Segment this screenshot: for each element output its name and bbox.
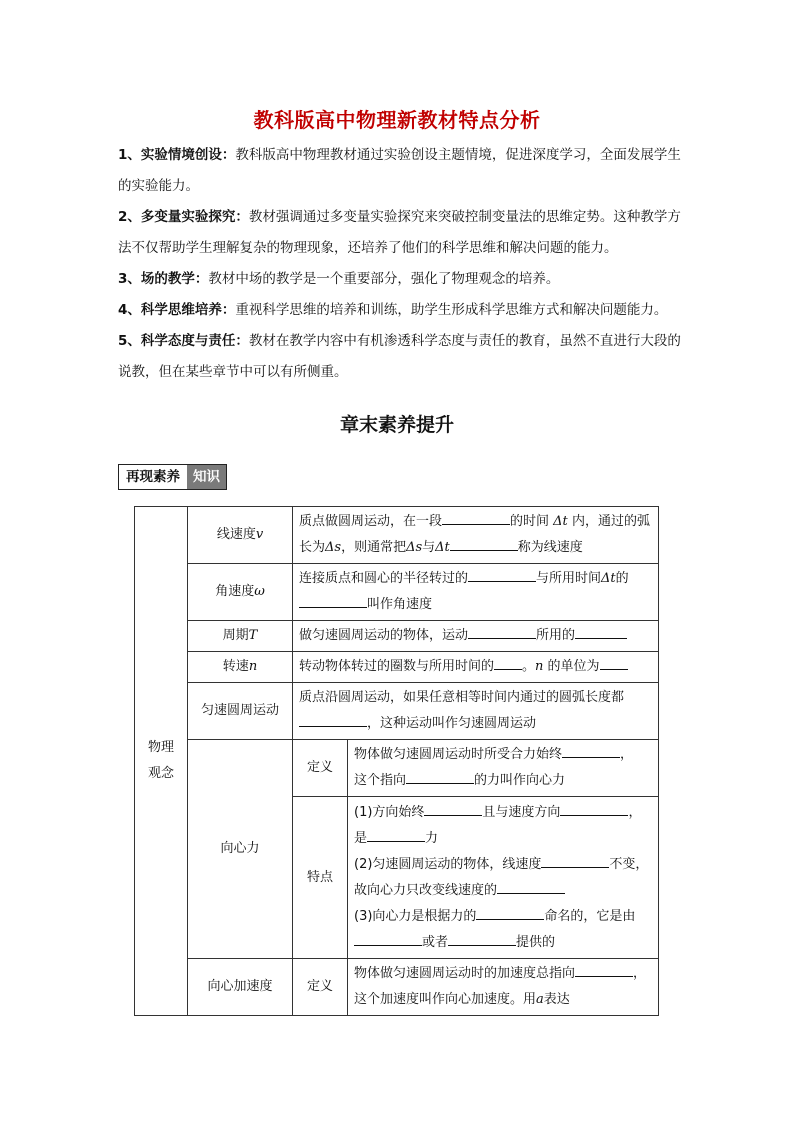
concept-symbol: T bbox=[248, 628, 258, 643]
concept-name: 周期 bbox=[222, 628, 249, 643]
content-text: 或者 bbox=[422, 934, 449, 950]
content-text: 的单位为 bbox=[547, 659, 600, 674]
intro-list bbox=[118, 140, 684, 388]
blank-field[interactable] bbox=[299, 712, 367, 727]
content-text: 不变， bbox=[609, 856, 649, 872]
intro-label: 3、场的教学： bbox=[118, 271, 209, 287]
blank-field[interactable] bbox=[450, 536, 518, 551]
table-row bbox=[135, 683, 659, 740]
concept-cell bbox=[188, 621, 293, 652]
content-text: 命名的，它是由 bbox=[544, 908, 636, 924]
content-text: ， bbox=[620, 747, 634, 762]
blank-field[interactable] bbox=[468, 567, 536, 582]
blank-field[interactable] bbox=[494, 655, 522, 670]
sub-label: 特点 bbox=[306, 869, 333, 885]
table-row bbox=[135, 652, 659, 683]
blank-field[interactable] bbox=[575, 962, 633, 977]
category-cell bbox=[135, 507, 188, 1016]
blank-field[interactable] bbox=[468, 624, 536, 639]
knowledge-table bbox=[134, 506, 659, 1016]
section-title: 章末素养提升 bbox=[339, 414, 454, 436]
table-row bbox=[135, 621, 659, 652]
content-text: 这个加速度叫作向心加速度。用 bbox=[354, 992, 537, 1007]
content-text: 的力叫作向心力 bbox=[474, 773, 566, 788]
content-text: 。 bbox=[522, 659, 536, 674]
intro-item bbox=[118, 202, 684, 264]
blank-field[interactable] bbox=[299, 593, 367, 608]
concept-name: 转速 bbox=[222, 659, 249, 674]
content-text: (3)向心力是根据力的 bbox=[354, 908, 477, 924]
concept-name: 向心加速度 bbox=[207, 979, 273, 994]
math-symbol: Δs bbox=[325, 540, 342, 555]
math-symbol: Δt bbox=[435, 540, 450, 555]
tag-left: 再现素养 bbox=[119, 465, 187, 489]
blank-field[interactable] bbox=[562, 743, 620, 758]
content-text: 与所用时间 bbox=[536, 571, 602, 586]
intro-text: 教材强调通过多变量实验探究来突破控制变量法的思维定势。这种教学方法不仅帮助学生理解复杂的物理现象，还培养了他们的科学思维和解决问题的能力。 bbox=[118, 209, 681, 256]
category-label: 物理观念 bbox=[147, 740, 174, 781]
intro-item bbox=[118, 326, 684, 388]
content-text: 内，通过的弧长为 bbox=[299, 514, 650, 555]
concept-name: 角速度 bbox=[215, 584, 255, 599]
content-text: (2)匀速圆周运动的物体，线速度 bbox=[354, 856, 542, 872]
blank-field[interactable] bbox=[424, 801, 482, 816]
content-text: 叫作角速度 bbox=[367, 597, 433, 612]
blank-field[interactable] bbox=[541, 853, 609, 868]
content-text: 的时间 bbox=[510, 514, 550, 529]
tag-right: 知识 bbox=[187, 465, 226, 489]
content-text: ，这种运动叫作匀速圆周运动 bbox=[367, 716, 537, 731]
blank-field[interactable] bbox=[497, 879, 565, 894]
concept-symbol: v bbox=[255, 527, 264, 542]
content-text: 这个指向 bbox=[354, 773, 407, 788]
sub-label-cell bbox=[293, 959, 348, 1016]
content-cell bbox=[293, 621, 659, 652]
content-text: 连接质点和圆心的半径转过的 bbox=[299, 571, 469, 586]
content-cell bbox=[293, 683, 659, 740]
intro-label: 4、科学思维培养： bbox=[118, 302, 236, 318]
intro-text: 教科版高中物理教材通过实验创设主题情境，促进深度学习，全面发展学生的实验能力。 bbox=[118, 147, 681, 194]
content-text: 转动物体转过的圈数与所用时间的 bbox=[299, 659, 495, 674]
page-title: 教科版高中物理新教材特点分析 bbox=[253, 108, 541, 132]
concept-symbol: n bbox=[248, 659, 258, 674]
content-text: 的 bbox=[615, 571, 629, 586]
content-text: ， bbox=[628, 804, 642, 820]
math-symbol: a bbox=[536, 992, 544, 1007]
content-text: 物体做匀速圆周运动时的加速度总指向 bbox=[354, 966, 576, 981]
concept-symbol: ω bbox=[254, 584, 265, 599]
content-text: 故向心力只改变线速度的 bbox=[354, 882, 498, 898]
content-cell bbox=[348, 797, 659, 959]
table-row bbox=[135, 740, 659, 797]
content-cell bbox=[293, 564, 659, 621]
table-row bbox=[135, 959, 659, 1016]
content-text: 与 bbox=[422, 540, 436, 555]
content-text: 质点做圆周运动，在一段 bbox=[299, 514, 443, 529]
concept-name: 匀速圆周运动 bbox=[200, 703, 279, 718]
content-text: 物体做匀速圆周运动时所受合力始终 bbox=[354, 747, 563, 762]
intro-label: 5、科学态度与责任： bbox=[118, 333, 249, 349]
math-symbol: Δt bbox=[601, 571, 616, 586]
content-text: ， bbox=[633, 966, 647, 981]
blank-field[interactable] bbox=[560, 801, 628, 816]
content-cell bbox=[293, 507, 659, 564]
intro-text: 重视科学思维的培养和训练，助学生形成科学思维方式和解决问题能力。 bbox=[235, 302, 668, 318]
concept-name: 线速度 bbox=[216, 527, 256, 542]
content-text: 力 bbox=[425, 830, 439, 846]
content-text: 是 bbox=[354, 830, 368, 846]
concept-cell bbox=[188, 959, 293, 1016]
blank-field[interactable] bbox=[354, 931, 422, 946]
content-text: 提供的 bbox=[516, 934, 556, 950]
concept-cell bbox=[188, 507, 293, 564]
content-text: 质点沿圆周运动，如果任意相等时间内通过的圆弧长度都 bbox=[299, 690, 625, 705]
table-row bbox=[135, 507, 659, 564]
content-text: (1)方向始终 bbox=[354, 804, 425, 820]
intro-item bbox=[118, 264, 684, 295]
intro-text: 教材在教学内容中有机渗透科学态度与责任的教育，虽然不直进行大段的说教，但在某些章节中可以有所侧重。 bbox=[118, 333, 681, 380]
content-text: 做匀速圆周运动的物体，运动 bbox=[299, 628, 469, 643]
blank-field[interactable] bbox=[367, 827, 425, 842]
intro-text: 教材中场的教学是一个重要部分，强化了物理观念的培养。 bbox=[208, 271, 560, 287]
intro-item bbox=[118, 295, 684, 326]
content-text: 且与速度方向 bbox=[482, 804, 561, 820]
concept-cell bbox=[188, 564, 293, 621]
content-text: 所用的 bbox=[536, 628, 576, 643]
concept-cell bbox=[188, 740, 293, 959]
sub-label: 定义 bbox=[306, 979, 333, 994]
math-symbol: n bbox=[535, 659, 544, 674]
math-symbol: Δt bbox=[553, 514, 568, 529]
blank-field[interactable] bbox=[600, 655, 628, 670]
intro-label: 2、多变量实验探究： bbox=[118, 209, 249, 225]
concept-cell bbox=[188, 683, 293, 740]
content-cell bbox=[293, 652, 659, 683]
concept-name: 向心力 bbox=[220, 841, 260, 856]
intro-item bbox=[118, 140, 684, 202]
blank-field[interactable] bbox=[406, 769, 474, 784]
concept-cell bbox=[188, 652, 293, 683]
blank-field[interactable] bbox=[442, 510, 510, 525]
sub-label: 定义 bbox=[306, 760, 333, 775]
table-row bbox=[135, 564, 659, 621]
content-cell bbox=[348, 740, 659, 797]
sub-label-cell bbox=[293, 797, 348, 959]
blank-field[interactable] bbox=[448, 931, 516, 946]
content-cell bbox=[348, 959, 659, 1016]
intro-label: 1、实验情境创设： bbox=[118, 147, 236, 163]
content-text: 称为线速度 bbox=[517, 540, 583, 555]
blank-field[interactable] bbox=[575, 624, 627, 639]
blank-field[interactable] bbox=[476, 905, 544, 920]
content-text: 表达 bbox=[543, 992, 570, 1007]
section-tag bbox=[118, 464, 227, 490]
math-symbol: Δs bbox=[406, 540, 423, 555]
content-text: ，则通常把 bbox=[341, 540, 407, 555]
sub-label-cell bbox=[293, 740, 348, 797]
